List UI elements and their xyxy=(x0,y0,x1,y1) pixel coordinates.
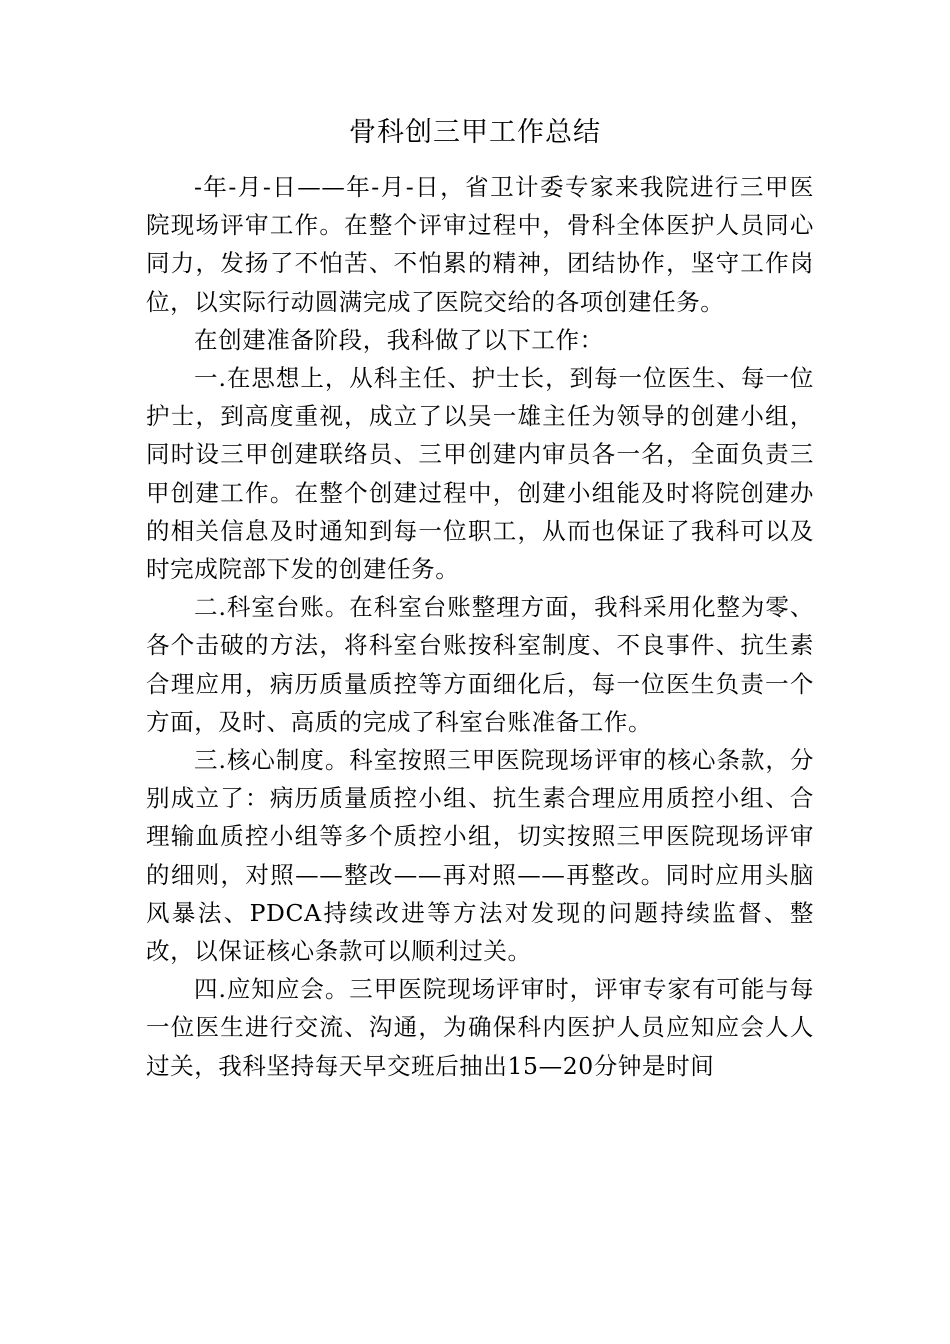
paragraph-section-2: 二.科室台账。在科室台账整理方面，我科采用化整为零、各个击破的方法，将科室台账按科室制度、不良事件、抗生素合理应用，病历质量质控等方面细化后，每一位医生负责一个方面，及时、高质的完成了科室台账准备工作。 xyxy=(146,593,814,736)
paragraph-intro: -年-月-日——年-月-日，省卫计委专家来我院进行三甲医院现场评审工作。在整个评审过程中，骨科全体医护人员同心同力，发扬了不怕苦、不怕累的精神，团结协作，坚守工作岗位，以实际行动圆满完成了医院交给的各项创建任务。 xyxy=(146,173,814,316)
paragraph-preparation: 在创建准备阶段，我科做了以下工作： xyxy=(194,325,604,354)
paragraph-section-1: 一.在思想上，从科主任、护士长，到每一位医生、每一位护士，到高度重视，成立了以吴一雄主任为领导的创建小组，同时设三甲创建联络员、三甲创建内审员各一名，全面负责三甲创建工作。在整个创建过程中，创建小组能及时将院创建办的相关信息及时通知到每一位职工，从而也保证了我科可以及时完成院部下发的创建任务。 xyxy=(146,364,814,584)
paragraph-section-4: 四.应知应会。三甲医院现场评审时，评审专家有可能与每一位医生进行交流、沟通，为确保科内医护人员应知应会人人过关，我科坚持每天早交班后抽出15—20分钟是时间 xyxy=(146,975,814,1080)
document-body xyxy=(146,168,814,1085)
paragraph-section-3: 三.核心制度。科室按照三甲医院现场评审的核心条款，分别成立了：病历质量质控小组、抗生素合理应用质控小组、合理输血质控小组等多个质控小组，切实按照三甲医院现场评审的细则，对照——整改——再对照——再整改。同时应用头脑风暴法、PDCA持续改进等方法对发现的问题持续监督、整改，以保证核心条款可以顺利过关。 xyxy=(146,746,814,966)
document-title: 骨科创三甲工作总结 xyxy=(349,117,601,148)
